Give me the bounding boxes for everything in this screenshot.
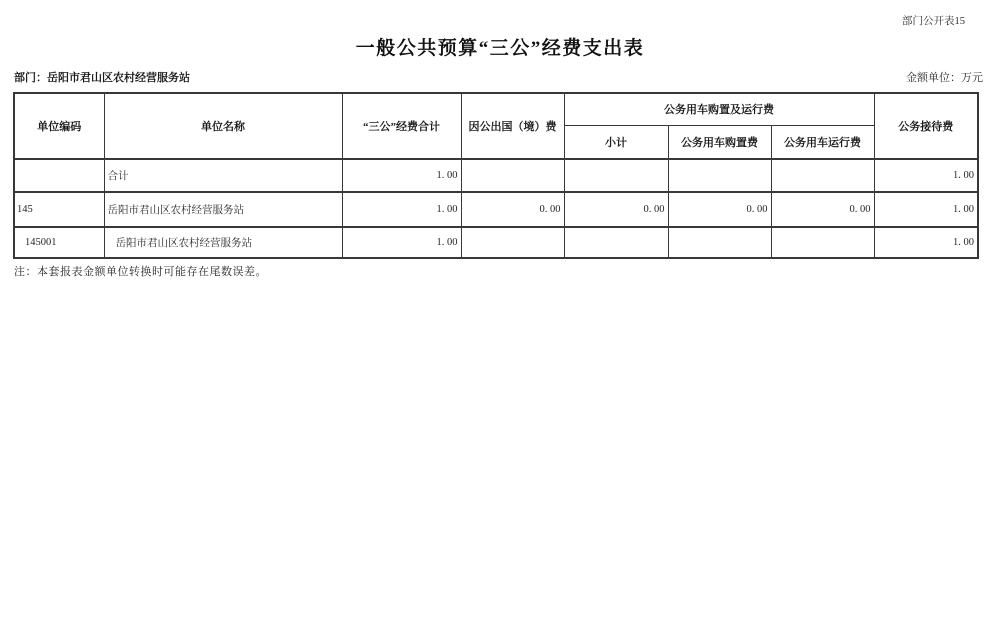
col-header-unit-code: 单位编码 — [14, 93, 104, 159]
table-row — [14, 192, 978, 227]
unit-name-cell: 合计 — [104, 159, 342, 192]
col-header-abroad-fee: 因公出国（境）费 — [461, 93, 564, 159]
sangong-total-cell: 1. 00 — [342, 192, 461, 227]
table-body — [14, 159, 978, 258]
vehicle-purchase-cell — [668, 159, 771, 192]
reception-fee-cell: 1. 00 — [874, 192, 978, 227]
col-header-vehicle-purchase: 公务用车购置费 — [668, 125, 771, 159]
table-row — [14, 227, 978, 258]
unit-code-cell: 145001 — [14, 227, 104, 258]
vehicle-operation-cell: 0. 00 — [771, 192, 874, 227]
unit-name-cell: 岳阳市君山区农村经营服务站 — [104, 227, 342, 258]
reception-fee-cell: 1. 00 — [874, 159, 978, 192]
sangong-expense-table — [13, 92, 979, 259]
unit-code-cell: 145 — [14, 192, 104, 227]
vehicle-subtotal-cell — [564, 227, 668, 258]
col-header-sangong-total: “三公”经费合计 — [342, 93, 461, 159]
vehicle-subtotal-cell — [564, 159, 668, 192]
sangong-total-cell: 1. 00 — [342, 227, 461, 258]
col-header-vehicle-group: 公务用车购置及运行费 — [564, 93, 874, 125]
col-header-unit-name: 单位名称 — [104, 93, 342, 159]
vehicle-purchase-cell: 0. 00 — [668, 192, 771, 227]
vehicle-operation-cell — [771, 227, 874, 258]
amount-unit-label: 金额单位：万元 — [906, 72, 983, 84]
footnote: 注：本套报表金额单位转换时可能存在尾数误差。 — [14, 266, 267, 278]
vehicle-purchase-cell — [668, 227, 771, 258]
abroad-fee-cell — [461, 227, 564, 258]
header-row-top — [14, 93, 978, 125]
meta-row — [14, 69, 983, 85]
table-header — [14, 93, 978, 159]
col-header-vehicle-operation: 公务用车运行费 — [771, 125, 874, 159]
sangong-total-cell: 1. 00 — [342, 159, 461, 192]
vehicle-subtotal-cell: 0. 00 — [564, 192, 668, 227]
abroad-fee-cell: 0. 00 — [461, 192, 564, 227]
abroad-fee-cell — [461, 159, 564, 192]
col-header-vehicle-subtotal: 小计 — [564, 125, 668, 159]
department-label: 部门：岳阳市君山区农村经营服务站 — [14, 72, 190, 84]
reception-fee-cell: 1. 00 — [874, 227, 978, 258]
table-row — [14, 159, 978, 192]
col-header-reception-fee: 公务接待费 — [874, 93, 978, 159]
vehicle-operation-cell — [771, 159, 874, 192]
page-title: 一般公共预算“三公”经费支出表 — [355, 38, 645, 59]
unit-name-cell: 岳阳市君山区农村经营服务站 — [104, 192, 342, 227]
unit-code-cell — [14, 159, 104, 192]
corner-label: 部门公开表15 — [902, 16, 965, 27]
